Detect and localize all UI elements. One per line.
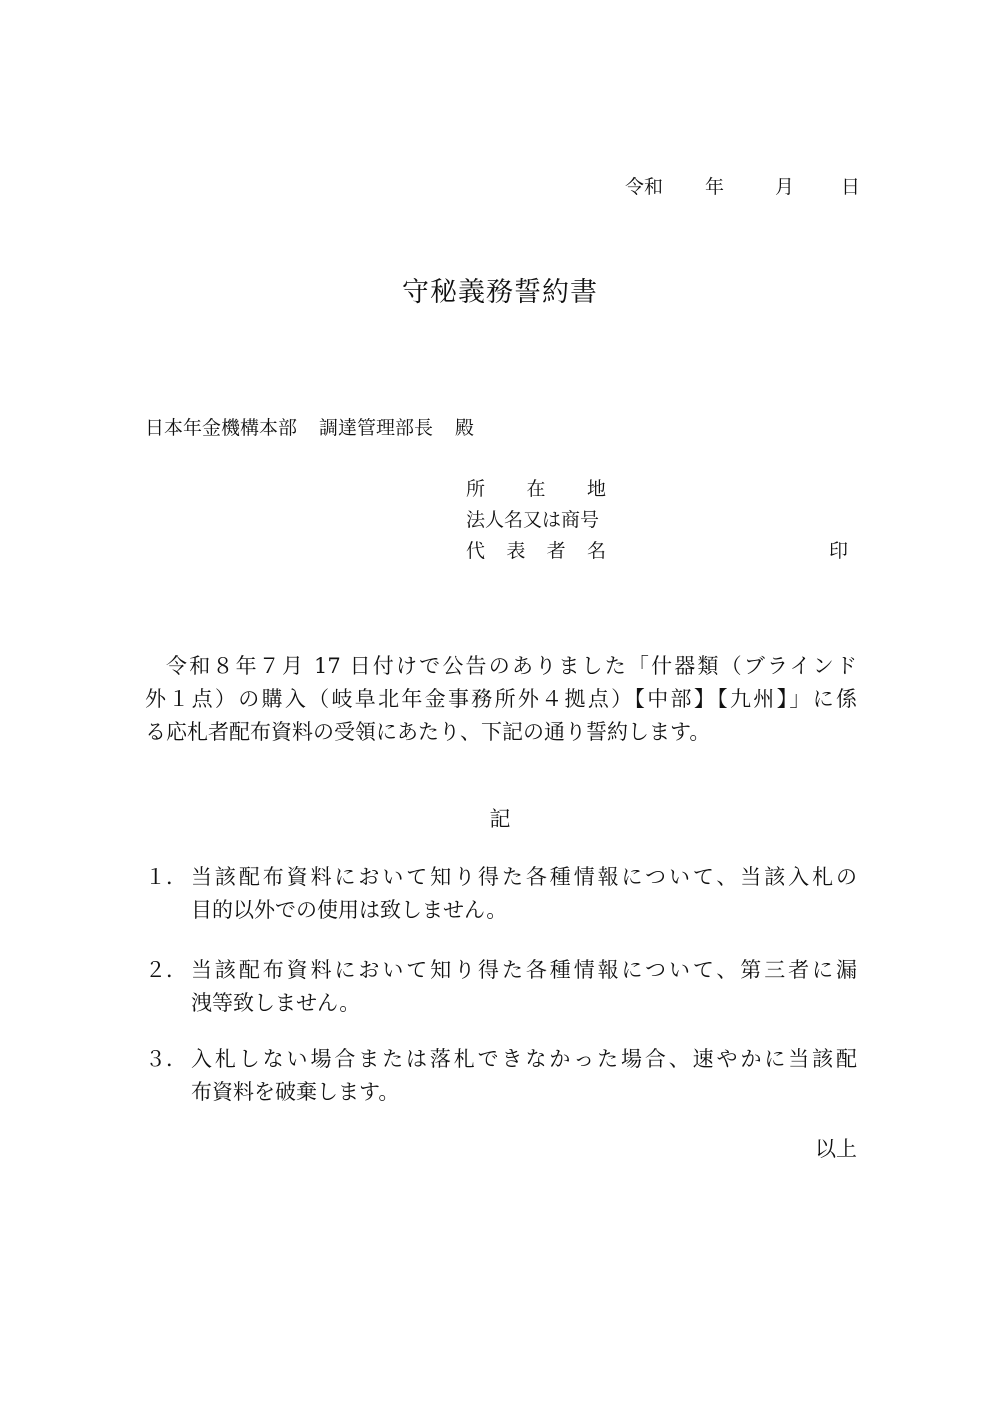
date-year: 年: [705, 176, 725, 198]
body-line: る応札者配布資料の受領にあたり、下記の通り誓約します。: [145, 720, 711, 744]
sender-rep-label: [466, 536, 606, 563]
date-month: 月: [775, 176, 795, 198]
item-number: ２．: [145, 958, 187, 982]
label-char: 在: [526, 478, 564, 500]
addressee-position: 調達管理部長: [319, 417, 434, 439]
addressee-honorific: 殿: [455, 417, 475, 439]
label-char: 者: [546, 540, 574, 562]
closing-text: 以上: [815, 1137, 857, 1161]
sender-name-row: [466, 505, 599, 532]
date-day: 日: [841, 176, 861, 198]
sender-address-label: [466, 474, 606, 501]
item-line: 当該配布資料において知り得た各種情報について、第三者に漏: [191, 958, 857, 982]
item-line: 布資料を破棄します。: [191, 1080, 400, 1104]
item-text: [191, 1043, 857, 1109]
date-era: 令和: [625, 176, 664, 198]
body-line: 外１点）の購入（岐阜北年金事務所外４拠点）【中部】【九州】」に係: [145, 687, 857, 711]
label-char: 所: [466, 478, 503, 500]
date-line: [625, 172, 861, 199]
sender-address-row: [466, 474, 606, 501]
label-char: 代: [466, 540, 493, 562]
item-number: １．: [145, 865, 187, 889]
label-char: 表: [506, 540, 533, 562]
body-paragraph: [145, 650, 857, 749]
label-char: 名: [586, 540, 606, 562]
item-line: 洩等致しません。: [191, 991, 361, 1015]
ki-heading: 記: [489, 807, 511, 831]
item-line: 当該配布資料において知り得た各種情報について、当該入札の: [191, 865, 857, 889]
body-line: 令和８年７月 17 日付けで公告のありました「什器類（ブラインド: [166, 654, 857, 678]
label-char: 地: [586, 478, 606, 500]
seal-mark: 印: [829, 540, 849, 562]
item-text: [191, 954, 857, 1020]
item-number: ３．: [145, 1047, 187, 1071]
item-text: [191, 861, 857, 927]
document-title: 守秘義務誓約書: [402, 277, 598, 308]
item-line: 目的以外での使用は致しません。: [191, 898, 508, 922]
item-line: 入札しない場合または落札できなかった場合、速やかに当該配: [191, 1047, 857, 1071]
addressee: [145, 413, 474, 440]
sender-rep-row: [466, 536, 606, 563]
addressee-org: 日本年金機構本部: [145, 417, 298, 439]
sender-name-label: 法人名又は商号: [466, 509, 600, 531]
